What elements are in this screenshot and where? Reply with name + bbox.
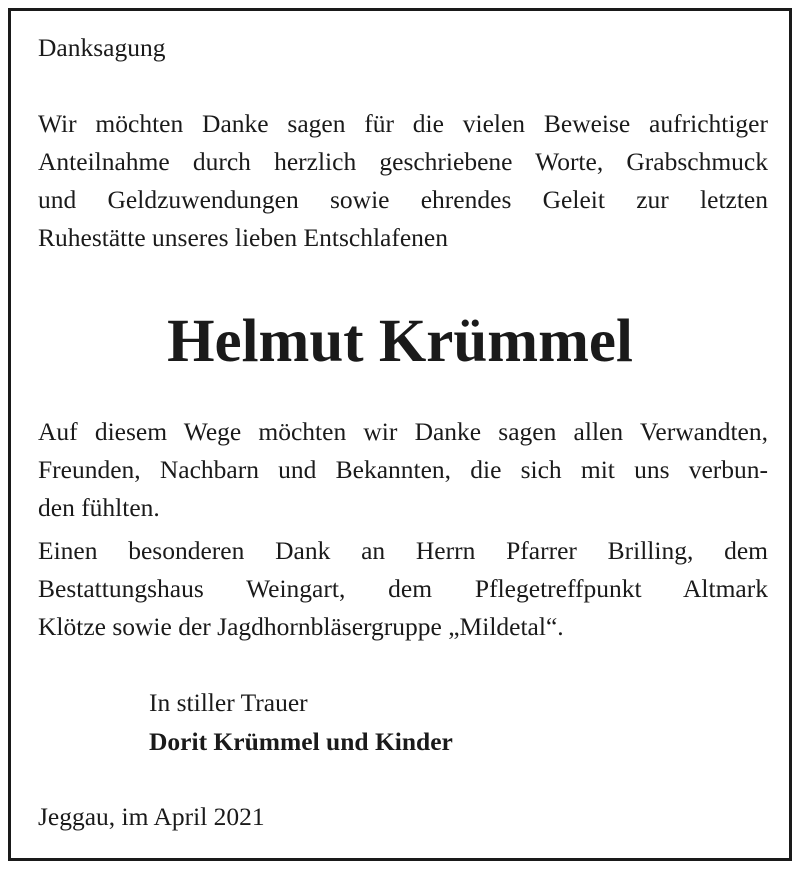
special-thanks-line-2: Bestattungshaus Weingart, dem Pflegetreffpunkt Altmark: [38, 574, 768, 603]
intro-line-4: Ruhestätte unseres lieben Entschlafenen: [38, 223, 448, 252]
thanks-line-3: den fühlten.: [38, 493, 160, 522]
intro-line-3: und Geldzuwendungen sowie ehrendes Geleit zur letzten: [38, 185, 768, 214]
obituary-notice: [8, 8, 792, 861]
place-date: Jeggau, im April 2021: [38, 802, 265, 831]
thanks-line-1: Auf diesem Wege möchten wir Danke sagen allen Verwandten,: [38, 417, 768, 446]
mourning-phrase: In stiller Trauer: [149, 688, 308, 717]
special-thanks-line-3: Klötze sowie der Jagdhornbläsergruppe „Mildetal“.: [38, 612, 564, 641]
thanks-line-2: Freunden, Nachbarn und Bekannten, die sich mit uns verbun-: [38, 455, 768, 484]
notice-heading: Danksagung: [38, 33, 166, 62]
signatories: Dorit Krümmel und Kinder: [149, 727, 453, 756]
intro-line-2: Anteilnahme durch herzlich geschriebene Worte, Grabschmuck: [38, 147, 768, 176]
special-thanks-line-1: Einen besonderen Dank an Herrn Pfarrer Brilling, dem: [38, 536, 768, 565]
deceased-name: Helmut Krümmel: [167, 308, 633, 375]
intro-line-1: Wir möchten Danke sagen für die vielen Beweise aufrichtiger: [38, 109, 768, 138]
